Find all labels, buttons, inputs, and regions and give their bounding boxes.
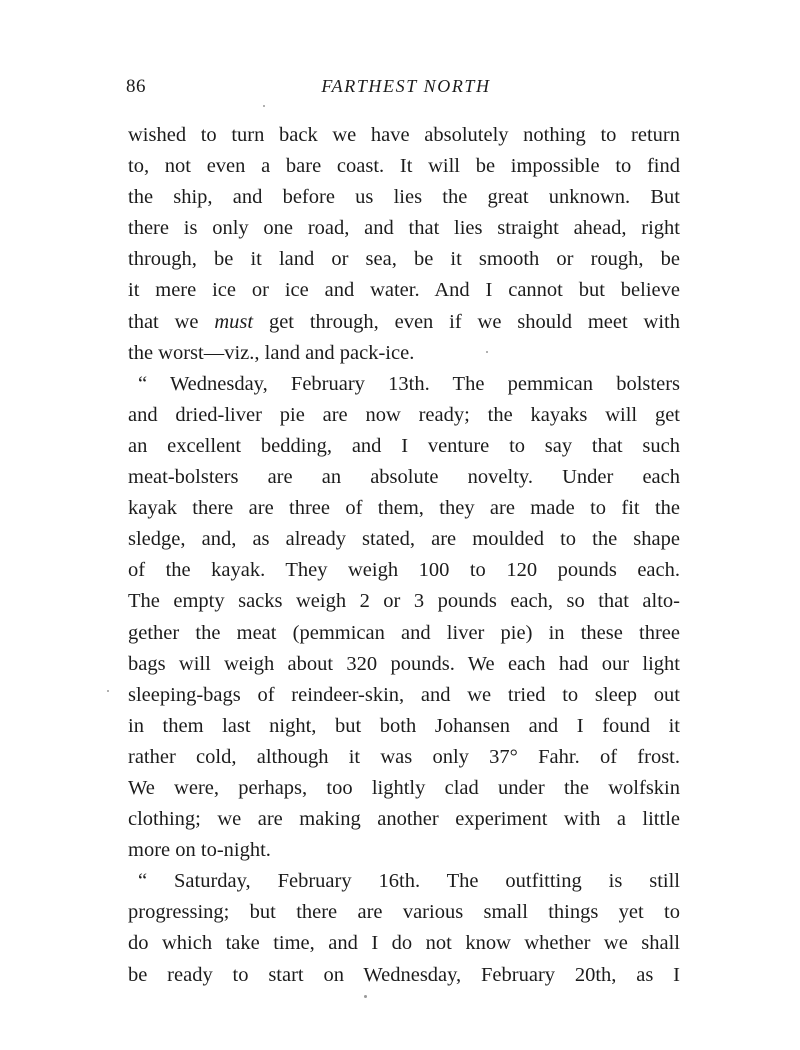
text-line: bags will weigh about 320 pounds. We each had our light: [128, 652, 680, 675]
text-line: The empty sacks weigh 2 or 3 pounds each, so that alto-: [128, 590, 680, 613]
text-line: in them last night, but both Johansen and I found it: [128, 714, 680, 737]
running-head: [126, 76, 686, 100]
body-text: [128, 120, 680, 991]
text-line: more on to-night.: [128, 839, 271, 862]
text-line: rather cold, although it was only 37° Fahr. of frost.: [128, 745, 680, 768]
text-line: “ Saturday, February 16th. The outfitting is still: [138, 870, 680, 893]
paper-speck: [107, 690, 109, 692]
running-title: FARTHEST NORTH: [321, 76, 491, 96]
text-line: the worst—viz., land and pack-ice.: [128, 341, 415, 364]
text-segment: get through, even if we should meet with: [253, 310, 680, 333]
text-line: kayak there are three of them, they are made to fit the: [128, 497, 680, 520]
text-line: to, not even a bare coast. It will be impossible to find: [128, 155, 680, 178]
text-line: through, be it land or sea, be it smooth or rough, be: [128, 248, 680, 271]
text-line: progressing; but there are various small things yet to: [128, 901, 680, 924]
text-segment: that we: [128, 310, 215, 333]
text-line: clothing; we are making another experiment with a little: [128, 808, 680, 831]
emphasized-word: must: [214, 310, 254, 333]
text-line: wished to turn back we have absolutely nothing to return: [128, 124, 680, 146]
text-line: [128, 307, 680, 338]
text-line: “ Wednesday, February 13th. The pemmican bolsters: [138, 372, 680, 395]
text-line: gether the meat (pemmican and liver pie) in these three: [128, 621, 680, 644]
text-line: it mere ice or ice and water. And I cannot but believe: [128, 279, 680, 302]
text-line: We were, perhaps, too lightly clad under the wolfskin: [128, 776, 680, 799]
text-line: sledge, and, as already stated, are moulded to the shape: [128, 528, 680, 551]
text-line: meat-bolsters are an absolute novelty. Under each: [128, 466, 680, 489]
page-number: 86: [126, 76, 146, 97]
text-line: there is only one road, and that lies straight ahead, right: [128, 217, 680, 240]
text-line: and dried-liver pie are now ready; the kayaks will get: [128, 403, 680, 426]
text-line: do which take time, and I do not know whether we shall: [128, 932, 680, 955]
text-line: an excellent bedding, and I venture to say that such: [128, 434, 680, 457]
paper-speck: [364, 995, 367, 998]
paper-speck: [486, 351, 488, 353]
text-line: be ready to start on Wednesday, February 20th, as I: [128, 963, 680, 986]
text-line: of the kayak. They weigh 100 to 120 pounds each.: [128, 559, 680, 582]
text-line: the ship, and before us lies the great unknown. But: [128, 186, 680, 209]
paper-speck: [263, 105, 265, 107]
text-line: sleeping-bags of reindeer-skin, and we tried to sleep out: [128, 683, 680, 706]
